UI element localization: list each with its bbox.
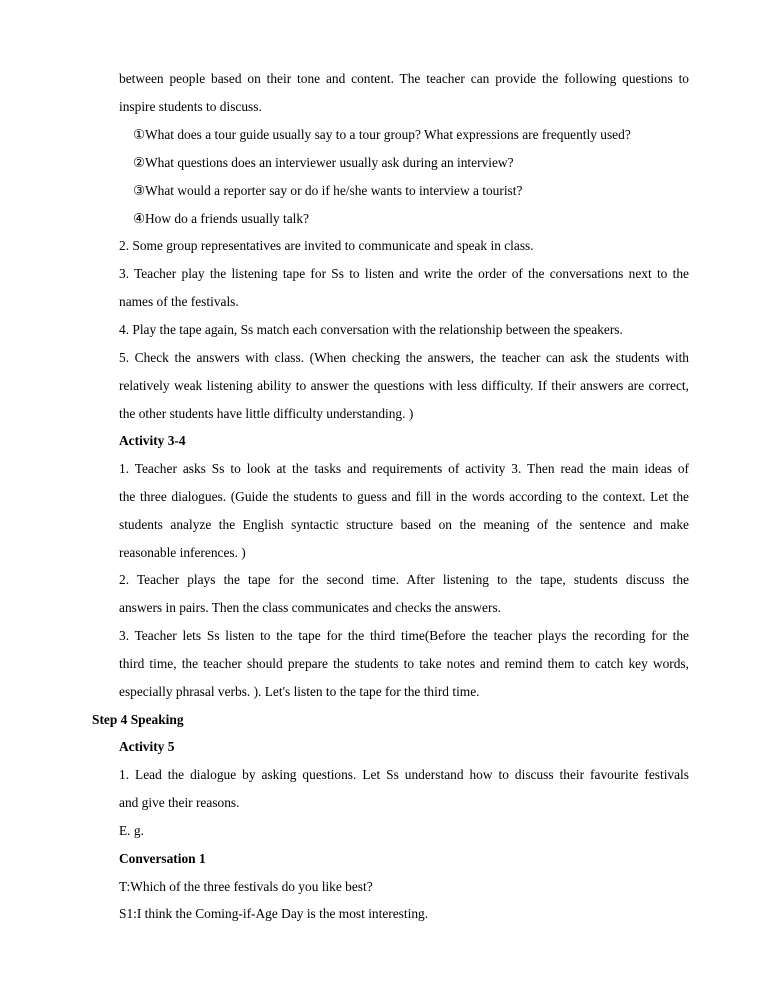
paragraph-line: 1. Lead the dialogue by asking questions. Let Ss understand how to discuss their favourite festivals bbox=[119, 767, 689, 782]
paragraph-line: 2. Some group representatives are invited to communicate and speak in class. bbox=[119, 238, 534, 253]
paragraph-line: 4. Play the tape again, Ss match each conversation with the relationship between the speakers. bbox=[119, 322, 623, 337]
section-heading: Conversation 1 bbox=[119, 851, 206, 866]
paragraph-line: relatively weak listening ability to answer the questions with less difficulty. If their answers are correct, bbox=[119, 378, 689, 393]
paragraph-line: third time, the teacher should prepare the students to take notes and remind them to catch key words, bbox=[119, 656, 689, 671]
paragraph-line: 5. Check the answers with class. (When checking the answers, the teacher can ask the students with bbox=[119, 350, 689, 365]
step-heading: Step 4 Speaking bbox=[92, 712, 184, 727]
paragraph-line: the other students have little difficulty understanding. ) bbox=[119, 406, 414, 421]
paragraph-line: answers in pairs. Then the class communicates and checks the answers. bbox=[119, 600, 502, 615]
dialogue-line: T:Which of the three festivals do you like best? bbox=[119, 879, 373, 894]
paragraph-line: 2. Teacher plays the tape for the second time. After listening to the tape, students discuss the bbox=[119, 572, 689, 587]
paragraph-line: between people based on their tone and content. The teacher can provide the following questions to bbox=[119, 71, 689, 86]
question-item: ④How do a friends usually talk? bbox=[133, 211, 310, 226]
dialogue-line: S1:I think the Coming-if-Age Day is the most interesting. bbox=[119, 906, 429, 921]
paragraph-line: 1. Teacher asks Ss to look at the tasks and requirements of activity 3. Then read the main ideas of bbox=[119, 461, 689, 476]
paragraph-line: 3. Teacher lets Ss listen to the tape for the third time(Before the teacher plays the recording for the bbox=[119, 628, 689, 643]
section-heading: Activity 5 bbox=[119, 739, 175, 754]
paragraph-line: especially phrasal verbs. ). Let's listen to the tape for the third time. bbox=[119, 684, 480, 699]
paragraph-line: E. g. bbox=[119, 823, 144, 838]
paragraph-line: names of the festivals. bbox=[119, 294, 239, 309]
question-item: ③What would a reporter say or do if he/she wants to interview a tourist? bbox=[133, 183, 523, 198]
paragraph-line: inspire students to discuss. bbox=[119, 99, 262, 114]
section-heading: Activity 3-4 bbox=[119, 433, 186, 448]
question-item: ②What questions does an interviewer usually ask during an interview? bbox=[133, 155, 514, 170]
paragraph-line: reasonable inferences. ) bbox=[119, 545, 246, 560]
paragraph-line: students analyze the English syntactic structure based on the meaning of the sentence and make bbox=[119, 517, 689, 532]
paragraph-line: 3. Teacher play the listening tape for Ss to listen and write the order of the conversations next to the bbox=[119, 266, 689, 281]
paragraph-line: the three dialogues. (Guide the students to guess and fill in the words according to the context. Let the bbox=[119, 489, 689, 504]
question-item: ①What does a tour guide usually say to a tour group? What expressions are frequently used? bbox=[133, 127, 631, 142]
paragraph-line: and give their reasons. bbox=[119, 795, 240, 810]
